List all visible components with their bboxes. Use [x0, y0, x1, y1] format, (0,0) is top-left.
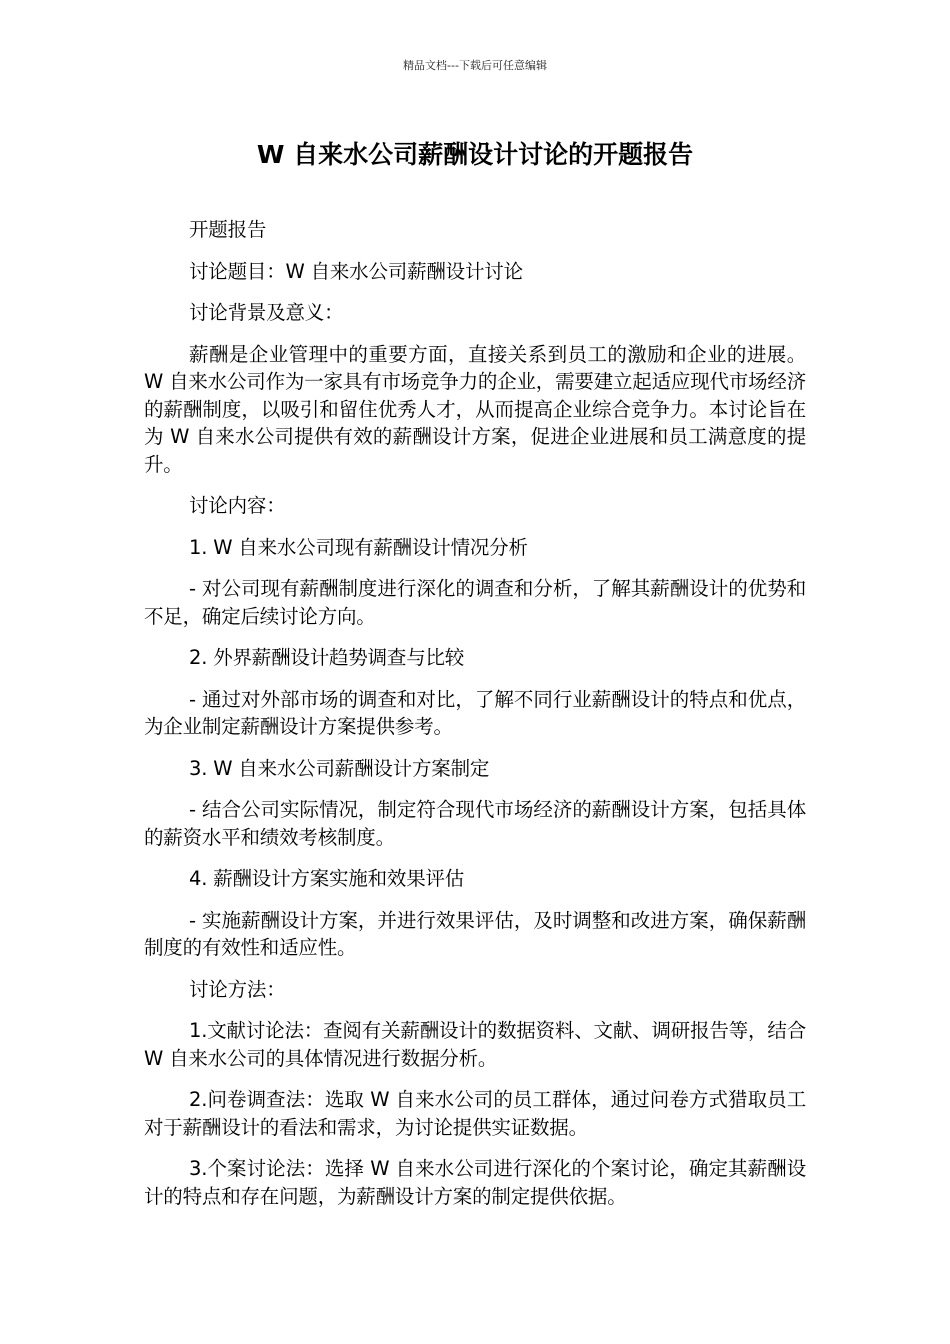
paragraph-content-item-4: 4. 薪酬设计方案实施和效果评估 [189, 867, 465, 890]
paragraph-content-item-3-detail: - 结合公司实际情况，制定符合现代市场经济的薪酬设计方案，包括具体的薪资水平和绩效考核制度。 [144, 798, 806, 849]
paragraph-section-label: 开题报告 [189, 218, 267, 241]
paragraph-content-item-1: 1. W 自来水公司现有薪酬设计情况分析 [189, 535, 528, 559]
paragraph-content-item-3: 3. W 自来水公司薪酬设计方案制定 [189, 756, 490, 780]
paragraph-method-3: 3.个案讨论法：选择 W 自来水公司进行深化的个案讨论，确定其薪酬设计的特点和存在问题，为薪酬设计方案的制定提供依据。 [144, 1157, 806, 1208]
paragraph-content-item-2: 2. 外界薪酬设计趋势调查与比较 [189, 646, 465, 669]
document-body [144, 216, 806, 1224]
header-note: 精品文档---下载后可任意编辑 [403, 59, 547, 72]
paragraph-content-heading: 讨论内容： [189, 494, 286, 517]
paragraph-background-body: 薪酬是企业管理中的重要方面，直接关系到员工的激励和企业的进展。W 自来水公司作为一家具有市场竞争力的企业，需要建立起适应现代市场经济的薪酬制度，以吸引和留住优秀人才，从而提高企业综合竞争力。本讨论旨在为 W 自来水公司提供有效的薪酬设计方案，促进企业进展和员工满意度的提升。 [144, 342, 806, 476]
paragraph-topic: 讨论题目：W 自来水公司薪酬设计讨论 [189, 259, 523, 283]
paragraph-content-item-2-detail: - 通过对外部市场的调查和对比，了解不同行业薪酬设计的特点和优点，为企业制定薪酬设计方案提供参考。 [144, 687, 806, 738]
paragraph-content-item-4-detail: - 实施薪酬设计方案，并进行效果评估，及时调整和改进方案，确保薪酬制度的有效性和适应性。 [144, 908, 806, 959]
paragraph-methods-heading: 讨论方法： [189, 977, 286, 1001]
paragraph-method-1: 1.文献讨论法：查阅有关薪酬设计的数据资料、文献、调研报告等，结合 W 自来水公司的具体情况进行数据分析。 [144, 1019, 806, 1070]
paragraph-method-2: 2.问卷调查法：选取 W 自来水公司的员工群体，通过问卷方式猎取员工对于薪酬设计的看法和需求，为讨论提供实证数据。 [144, 1088, 806, 1139]
document-title: W 自来水公司薪酬设计讨论的开题报告 [256, 140, 694, 169]
paragraph-background-heading: 讨论背景及意义： [189, 301, 344, 324]
paragraph-content-item-1-detail: - 对公司现有薪酬制度进行深化的调查和分析，了解其薪酬设计的优势和不足，确定后续讨论方向。 [144, 577, 806, 628]
